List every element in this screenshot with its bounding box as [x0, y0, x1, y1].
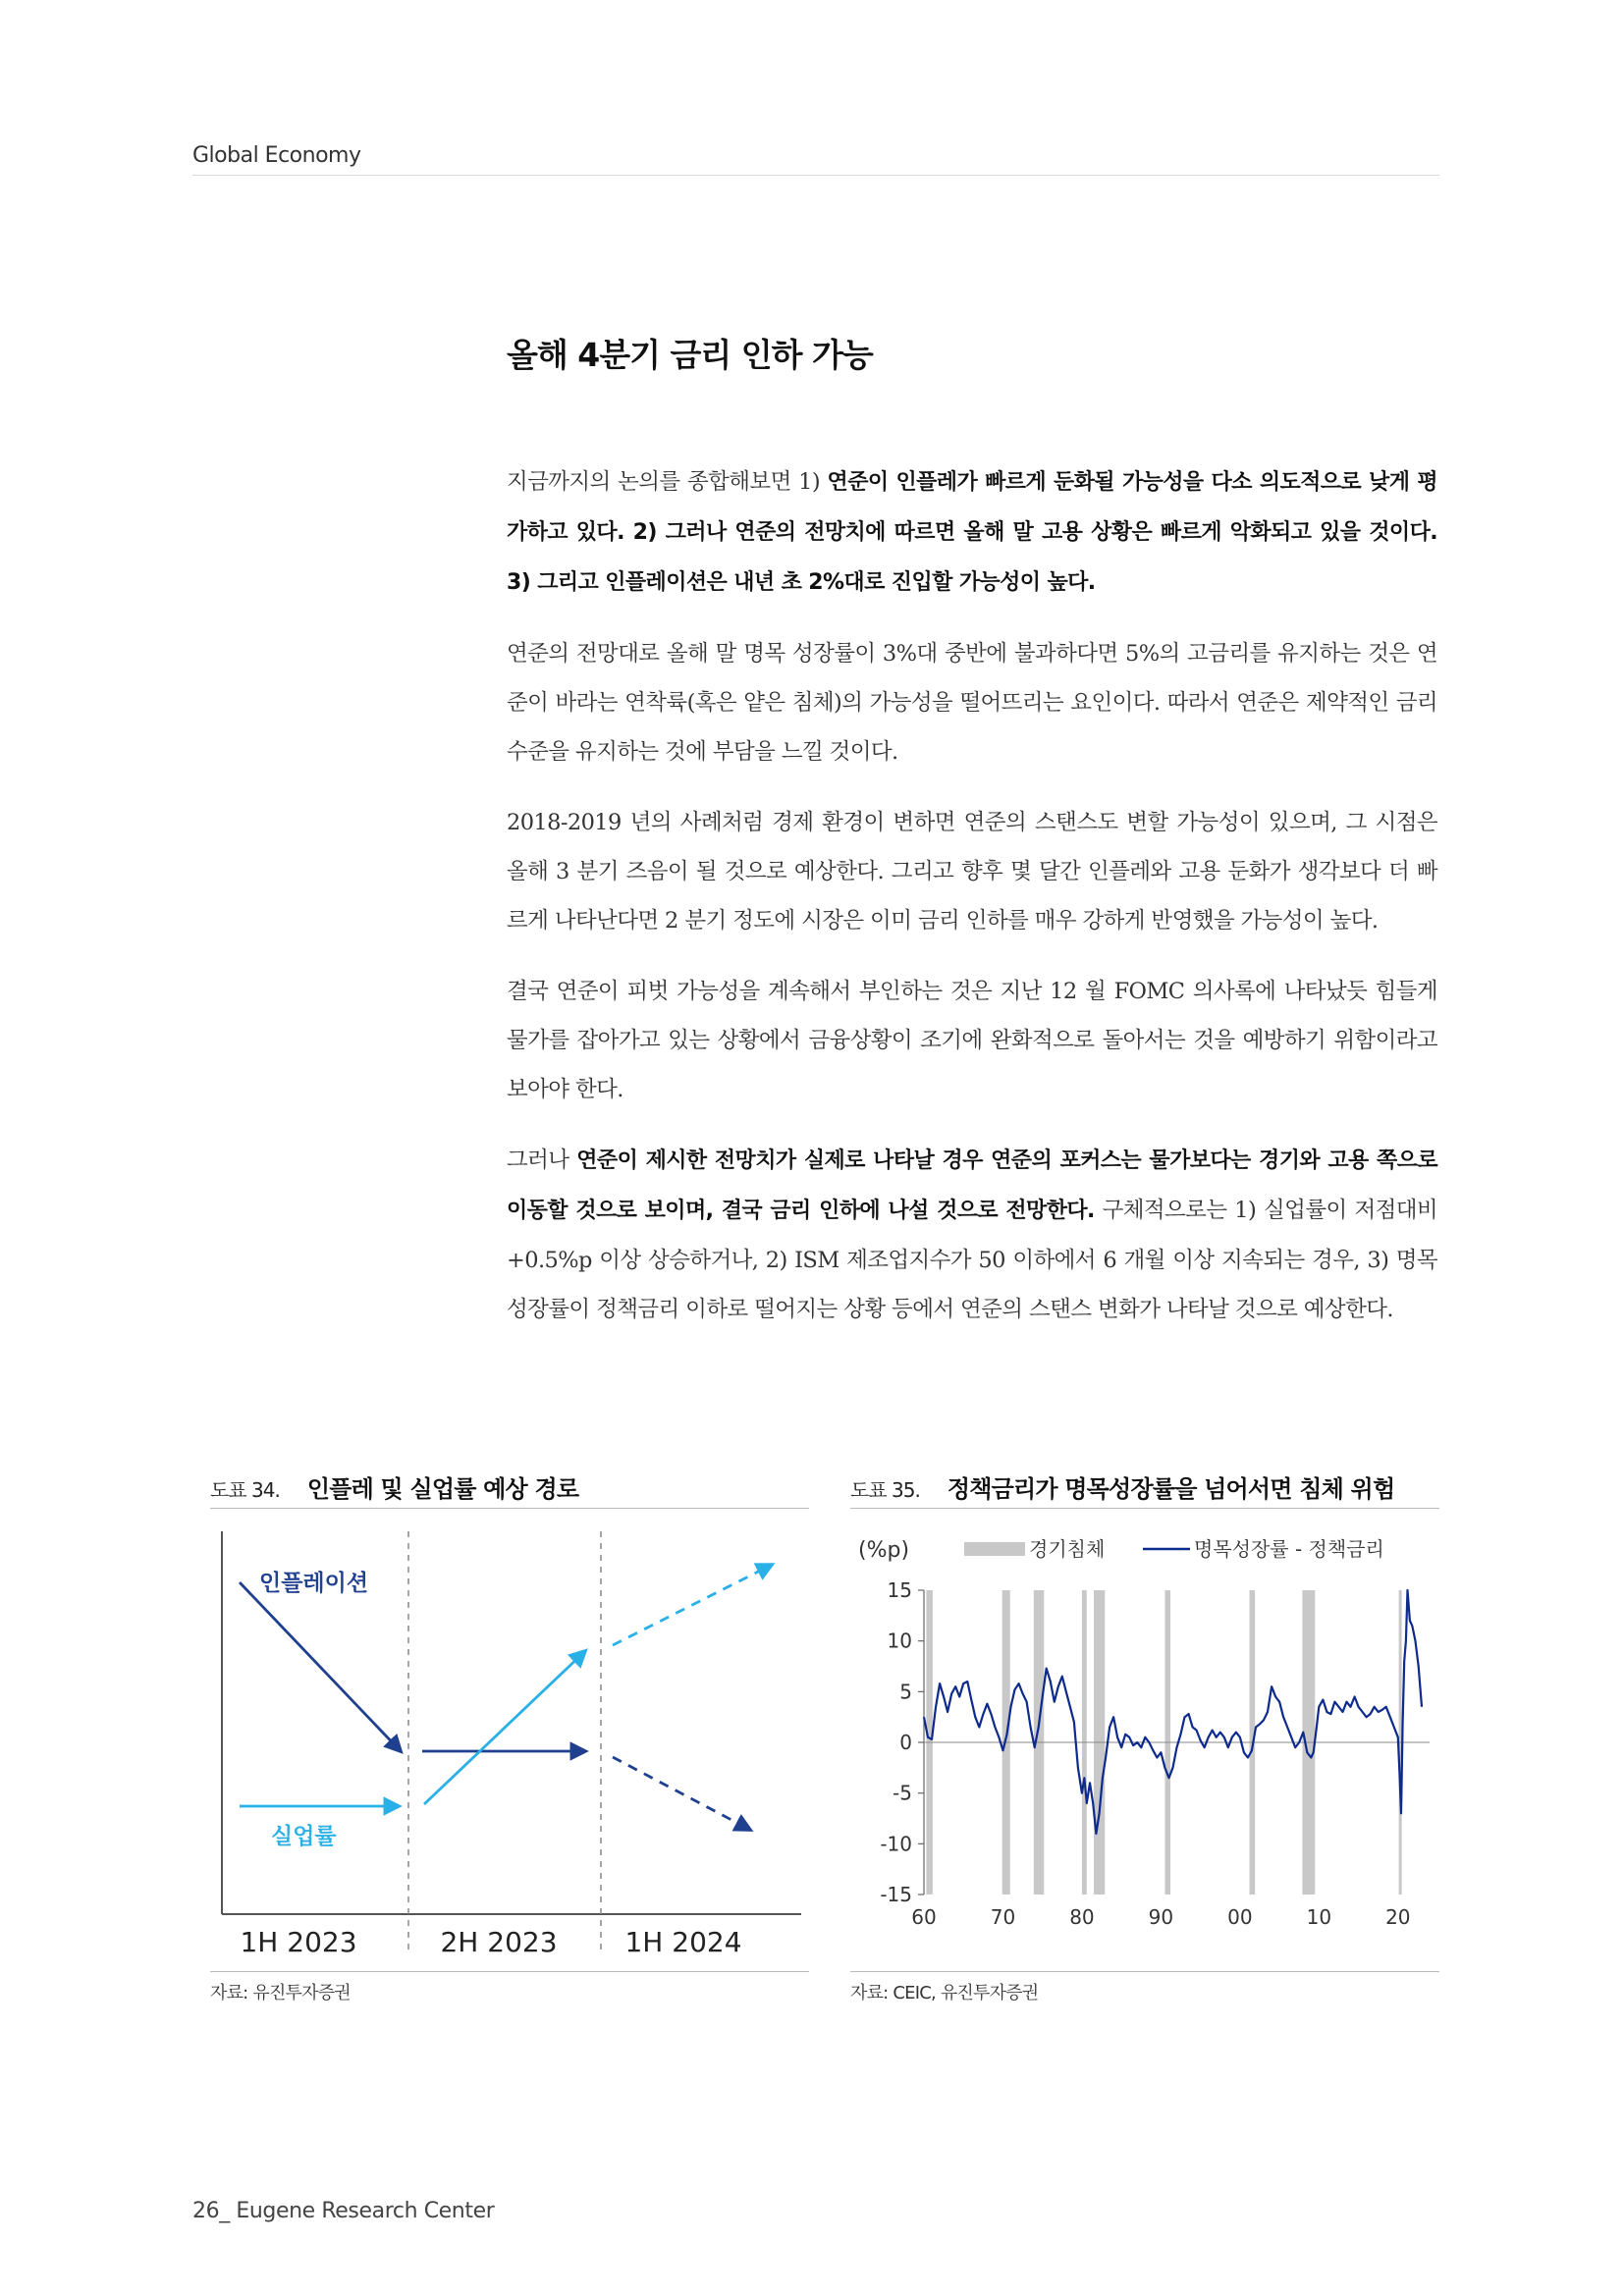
running-header: Global Economy [192, 143, 361, 168]
paragraph-1 [507, 457, 1437, 608]
paragraph-2: 연준의 전망대로 올해 말 명목 성장률이 3%대 중반에 불과하다면 5%의 고금리를 유지하는 것은 연준이 바라는 연착륙(혹은 얕은 침체)의 가능성을 떨어뜨리는 요인이다. 따라서 연준은 제약적인 금리 수준을 유지하는 것에 부담을 느낄 것이다. [507, 641, 1437, 765]
figure-34-rule [210, 1508, 809, 1509]
unemployment-arrow-2h2023 [424, 1651, 585, 1804]
figure-34-bottom-rule [210, 1971, 809, 1972]
x-tick-label: 80 [1069, 1905, 1095, 1929]
figure-34-label: 도표 34. [210, 1478, 280, 1502]
figure-34-caption: 인플레 및 실업률 예상 경로 [306, 1475, 579, 1503]
y-tick-label: 10 [887, 1629, 912, 1653]
page-footer: 26_ Eugene Research Center [192, 2199, 495, 2223]
x-tick-label: 00 [1227, 1905, 1253, 1929]
figure-35-bottom-rule [850, 1971, 1439, 1972]
period-label-1h2024: 1H 2024 [624, 1926, 742, 1958]
inflation-arrow-1h2024 [613, 1757, 750, 1830]
paragraph-4: 결국 연준이 피벗 가능성을 계속해서 부인하는 것은 지난 12 월 FOMC 의사록에 나타났듯 힘들게 물가를 잡아가고 있는 상황에서 금융상황이 조기에 완화적으로 돌아서는 것을 예방하기 위함이라고 보아야 한다. [507, 979, 1437, 1102]
period-label-2h2023: 2H 2023 [440, 1926, 558, 1958]
y-tick-label: -10 [880, 1832, 912, 1856]
figure-35-caption: 정책금리가 명목성장률을 넘어서면 침체 위험 [947, 1475, 1395, 1503]
y-tick-label: -15 [880, 1883, 912, 1906]
series-line-1 [924, 1590, 1422, 1834]
period-label-1h2023: 1H 2023 [240, 1926, 357, 1958]
unemployment-label: 실업률 [271, 1824, 337, 1849]
paragraph-5 [507, 1136, 1437, 1334]
unemployment-arrow-1h2024 [613, 1565, 772, 1645]
paragraph-3: 2018-2019 년의 사례처럼 경제 환경이 변하면 연준의 스탠스도 변할 가능성이 있으며, 그 시점은 올해 3 분기 즈음이 될 것으로 예상한다. 그리고 향후 몇 달간 인플레와 고용 둔화가 생각보다 더 빠르게 나타난다면 2 분기 정도에 시장은 이미 금리 인하를 매우 강하게 반영했을 가능성이 높다. [507, 810, 1437, 934]
figure-35-title [850, 1469, 1394, 1504]
legend-recession-swatch [964, 1542, 1025, 1556]
x-tick-label: 90 [1148, 1905, 1174, 1929]
x-tick-label: 20 [1385, 1905, 1411, 1929]
x-tick-label: 70 [990, 1905, 1016, 1929]
figure-35-source: 자료: CEIC, 유진투자증권 [850, 1983, 1039, 2003]
figure-35-rule [850, 1508, 1439, 1509]
y-unit-label: (%p) [858, 1538, 910, 1563]
figure-34-diagram [210, 1512, 811, 1973]
y-tick-label: 15 [887, 1578, 912, 1602]
paragraph-1-intro: 지금까지의 논의를 종합해보면 1) [507, 469, 828, 495]
y-tick-label: 5 [899, 1680, 912, 1704]
figure-34-source: 자료: 유진투자증권 [210, 1983, 351, 2003]
series-lines [924, 1590, 1422, 1834]
y-tick-label: -5 [893, 1781, 912, 1805]
paragraph-5-intro: 그러나 [507, 1148, 577, 1173]
figure-35-label: 도표 35. [850, 1478, 920, 1502]
legend-series-label: 명목성장률 - 정책금리 [1194, 1537, 1384, 1561]
body-text [507, 457, 1437, 1356]
y-tick-label: 0 [899, 1731, 912, 1754]
inflation-label: 인플레이션 [259, 1571, 369, 1596]
legend-recession-label: 경기침체 [1029, 1537, 1106, 1561]
x-tick-label: 60 [911, 1905, 937, 1929]
section-title: 올해 4분기 금리 인하 가능 [507, 336, 873, 374]
x-tick-label: 10 [1306, 1905, 1332, 1929]
figure-35-chart [850, 1512, 1439, 1973]
figure-34-title [210, 1469, 578, 1504]
paragraph-5-emphasis: 연준이 제시한 전망치가 실제로 나타날 경우 연준의 포커스는 물가보다는 경기와 고용 쪽으로 이동할 것으로 보이며, 결국 금리 인하에 나설 것으로 전망한다. [507, 1148, 1437, 1223]
header-divider [192, 175, 1439, 176]
paragraph-1-emphasis: 연준이 인플레가 빠르게 둔화될 가능성을 다소 의도적으로 낮게 평가하고 있다. 2) 그러나 연준의 전망치에 따르면 올해 말 고용 상황은 빠르게 악화되고 있을 것이다. 3) 그리고 인플레이션은 내년 초 2%대로 진입할 가능성이 높다. [507, 470, 1437, 595]
inflation-arrow-1h2023 [240, 1582, 401, 1751]
paragraph-5-detail: 구체적으로는 1) 실업률이 저점대비 +0.5%p 이상 상승하거나, 2) ISM 제조업지수가 50 이하에서 6 개월 이상 지속되는 경우, 3) 명목 성장률이 정책금리 이하로 떨어지는 상황 등에서 연준의 스탠스 변화가 나타날 것으로 예상한다. [507, 1198, 1437, 1322]
